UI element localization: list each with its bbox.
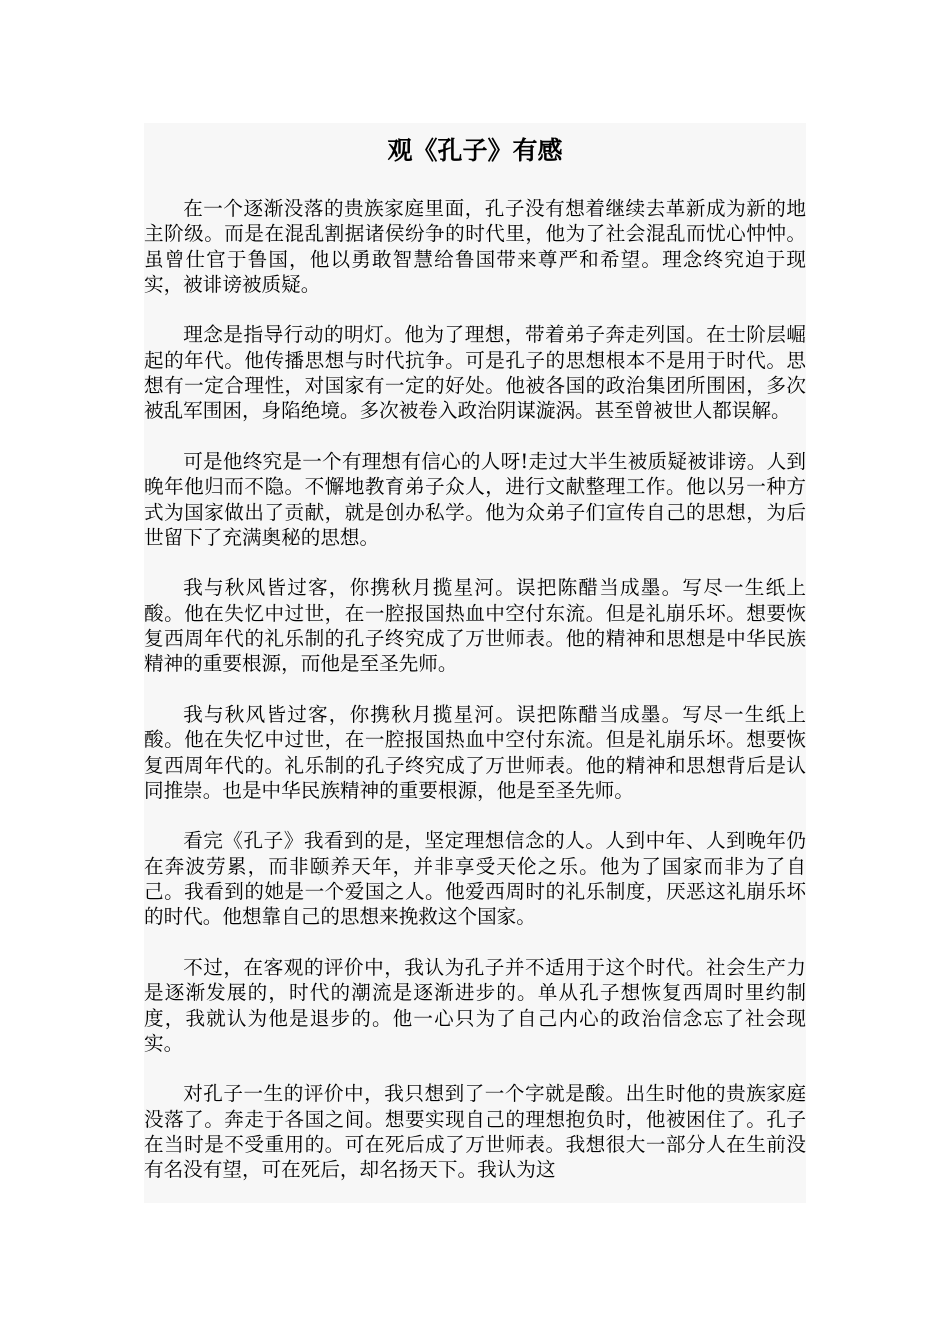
paragraph: 不过，在客观的评价中，我认为孔子并不适用于这个时代。社会生产力是逐渐发展的，时代的潮流是逐渐进步的。单从孔子想恢复西周时里约制度，我就认为他是退步的。他一心只为了自己内心的政治信念忘了社会现实。 [144,955,806,1055]
paragraph: 在一个逐渐没落的贵族家庭里面，孔子没有想着继续去革新成为新的地主阶级。而是在混乱割据诸侯纷争的时代里，他为了社会混乱而忧心忡忡。虽曾仕官于鲁国，他以勇敢智慧给鲁国带来尊严和希望。理念终究迫于现实，被诽谤被质疑。 [144,197,806,296]
document-body [144,196,806,1203]
document-page [144,123,806,1203]
paragraph: 看完《孔子》我看到的是，坚定理想信念的人。人到中年、人到晚年仍在奔波劳累，而非颐养天年，并非享受天伦之乐。他为了国家而非为了自己。我看到的她是一个爱国之人。他爱西周时的礼乐制度，厌恶这礼崩乐坏的时代。他想靠自己的思想来挽救这个国家。 [144,829,806,929]
paragraph: 理念是指导行动的明灯。他为了理想，带着弟子奔走列国。在士阶层崛起的年代。他传播思想与时代抗争。可是孔子的思想根本不是用于时代。思想有一定合理性，对国家有一定的好处。他被各国的政治集团所围困，多次被乱军围困，身陷绝境。多次被卷入政治阴谋漩涡。甚至曾被世人都误解。 [144,323,806,423]
paragraph: 可是他终究是一个有理想有信心的人呀!走过大半生被质疑被诽谤。人到晚年他归而不隐。不懈地教育弟子众人，进行文献整理工作。他以另一种方式为国家做出了贡献，就是创办私学。他为众弟子们宣传自己的思想，为后世留下了充满奥秘的思想。 [144,449,806,549]
paragraph: 我与秋风皆过客，你携秋月揽星河。误把陈醋当成墨。写尽一生纸上酸。他在失忆中过世，在一腔报国热血中空付东流。但是礼崩乐坏。想要恢复西周年代的。礼乐制的孔子终究成了万世师表。他的精神和思想背后是认同推崇。也是中华民族精神的重要根源，他是至圣先师。 [144,702,806,802]
paragraph: 我与秋风皆过客，你携秋月揽星河。误把陈醋当成墨。写尽一生纸上酸。他在失忆中过世，在一腔报国热血中空付东流。但是礼崩乐坏。想要恢复西周年代的礼乐制的孔子终究成了万世师表。他的精神和思想是中华民族精神的重要根源，而他是至圣先师。 [144,576,806,676]
paragraph: 对孔子一生的评价中，我只想到了一个字就是酸。出生时他的贵族家庭没落了。奔走于各国之间。想要实现自己的理想抱负时，他被困住了。孔子在当时是不受重用的。可在死后成了万世师表。我想很大一部分人在生前没有名没有望，可在死后，却名扬天下。我认为这 [144,1082,806,1182]
document-title: 观《孔子》有感 [387,136,563,165]
